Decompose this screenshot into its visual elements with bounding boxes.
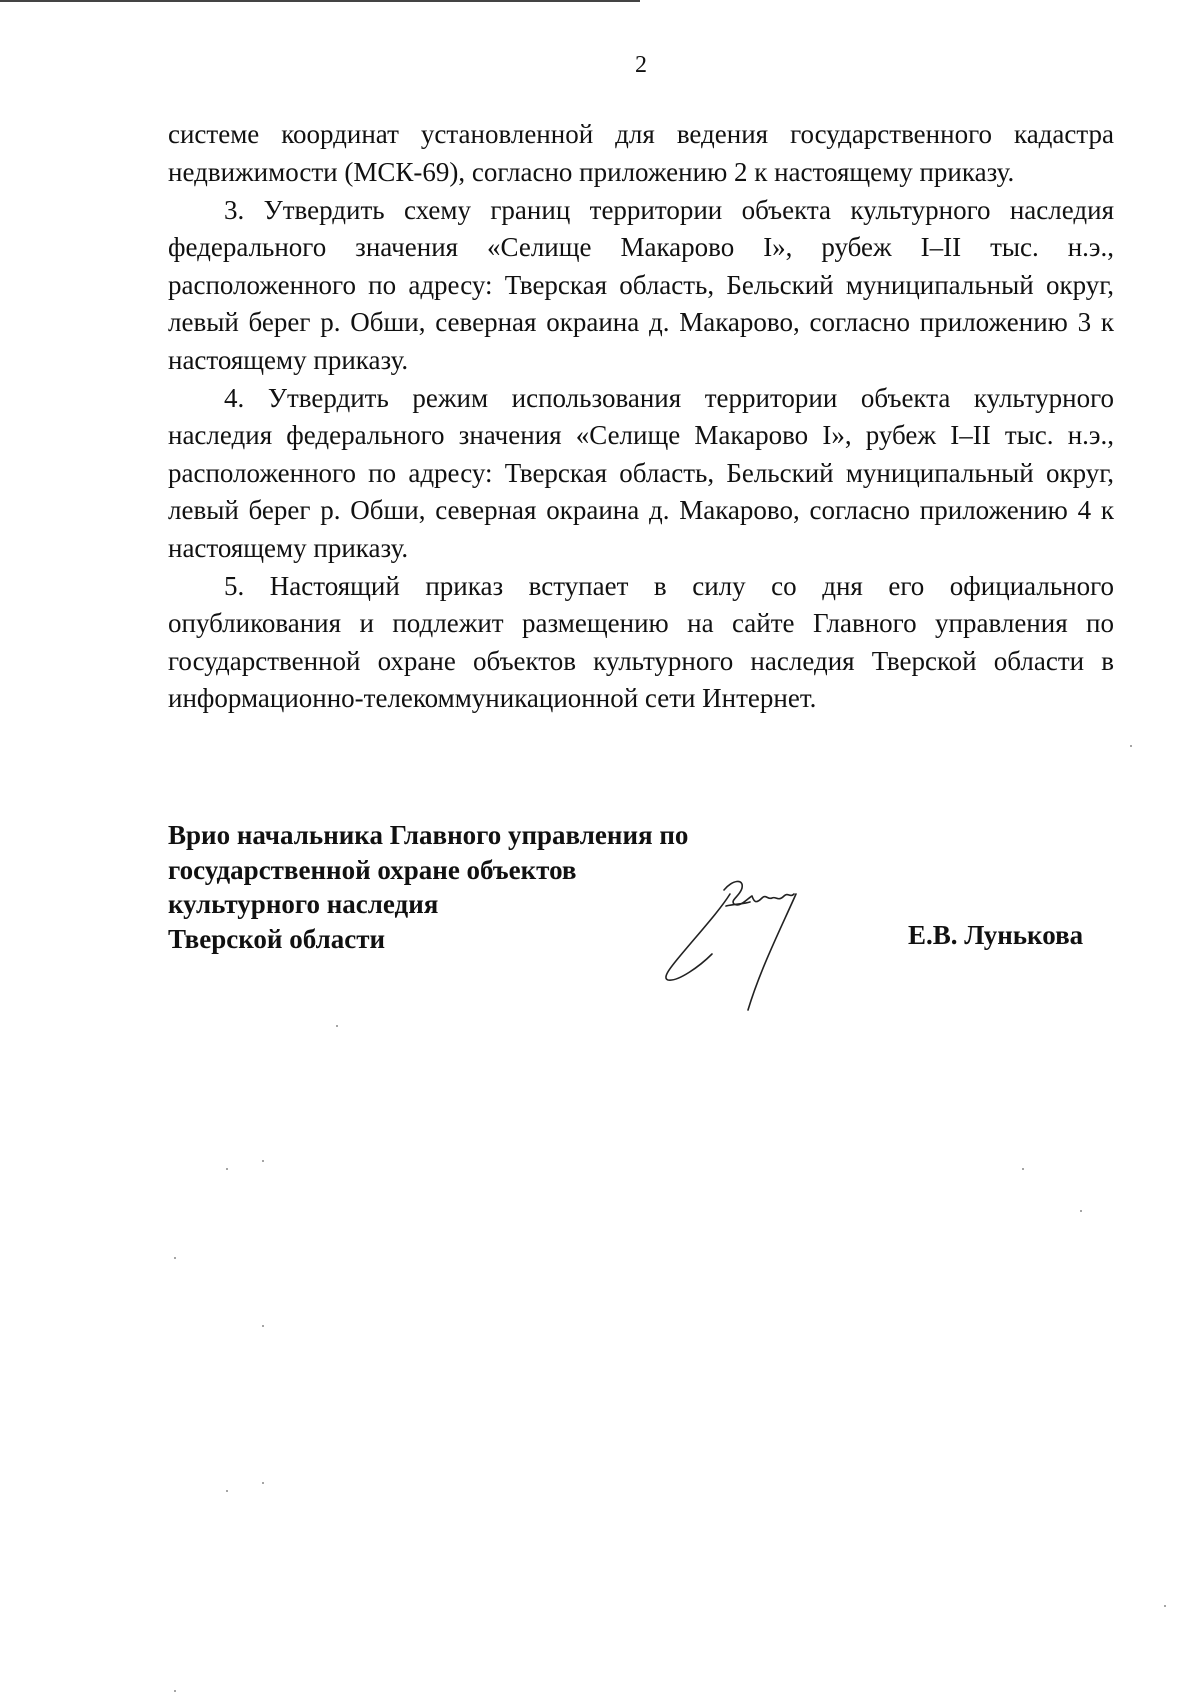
top-edge-rule — [0, 0, 640, 2]
signatory-title-line: культурного наследия — [168, 889, 439, 919]
signatory-name: Е.В. Лунькова — [908, 920, 1084, 950]
scan-speck — [226, 1490, 228, 1492]
page-number: 2 — [635, 52, 647, 78]
signatory-title-line: Врио начальника Главного управления по — [168, 820, 689, 850]
paragraph-item-3: 3. Утвердить схему границ территории объекта культурного наследия федерального значения «Селище Макарово I», рубеж I–II тыс. н.э., расположенного по адресу: Тверская область, Бельский муниципальный округ, левый берег р. Обши, северная окраина д. Макарово, согласно приложению 3 к настоящему приказу. — [168, 194, 1114, 375]
signatory-title — [168, 818, 688, 956]
paragraph-item-4: 4. Утвердить режим использования территории объекта культурного наследия федерального значения «Селище Макарово I», рубеж I–II тыс. н.э., расположенного по адресу: Тверская область, Бельский муниципальный округ, левый берег р. Обши, северная окраина д. Макарово, согласно приложению 4 к настоящему приказу. — [168, 382, 1114, 563]
scan-speck — [1164, 1605, 1166, 1607]
scan-speck — [262, 1325, 264, 1327]
signatory-title-line: государственной охране объектов — [168, 854, 577, 885]
scan-speck — [226, 1168, 228, 1170]
scan-speck — [262, 1482, 264, 1484]
paragraph-continuation: системе координат установленной для ведения государственного кадастра недвижимости (МСК-69), согласно приложению 2 к настоящему приказу. — [168, 119, 1114, 187]
scan-speck — [1080, 1210, 1082, 1212]
scan-speck — [174, 1257, 176, 1259]
signatory-title-line: Тверской области — [168, 923, 386, 954]
scan-speck — [336, 1025, 338, 1027]
scan-speck — [1022, 1168, 1024, 1170]
document-body — [168, 116, 1114, 718]
scan-speck — [174, 1690, 176, 1692]
paragraph-item-5: 5. Настоящий приказ вступает в силу со дня его официального опубликования и подлежит размещению на сайте Главного управления по государственной охране объектов культурного наследия Тверской области в информационно-телекоммуникационной сети Интернет. — [168, 570, 1114, 713]
handwritten-signature — [660, 870, 850, 1020]
scan-speck — [1130, 745, 1132, 747]
scan-speck — [262, 1160, 264, 1162]
